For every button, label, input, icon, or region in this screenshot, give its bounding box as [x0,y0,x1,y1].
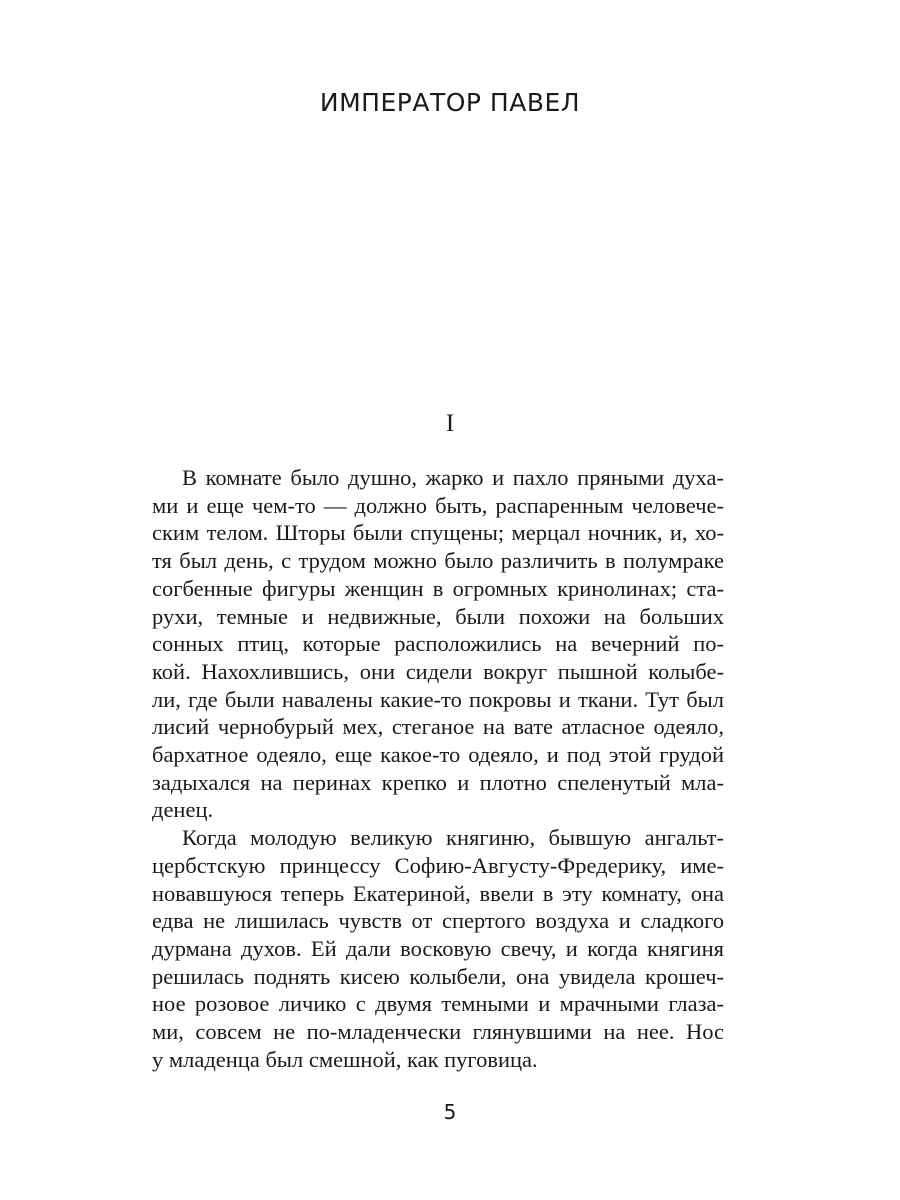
body-text [152,464,724,1073]
book-title: ИМПЕРАТОР ПАВЕЛ [319,88,581,117]
text-line: задыхался на перинах крепко и плотно спеленутый мла- [152,769,724,795]
text-line: бархатное одеяло, еще какое-то одеяло, и под этой грудой [152,742,724,768]
text-line: согбенные фигуры женщин в огромных кринолинах; ста- [152,575,724,601]
text-line: ное розовое личико с двумя темными и мрачными глаза- [152,991,724,1017]
text-line: ским телом. Шторы были спущены; мерцал ночник, и, хо- [152,520,724,546]
chapter-number: I [445,410,455,437]
text-line: новавшуюся теперь Екатериной, ввели в эту комнату, она [152,880,724,906]
text-line: цербстскую принцессу Софию-Августу-Фредерику, име- [152,852,724,878]
text-line: В комнате было душно, жарко и пахло пряными духа- [182,465,724,490]
text-line: рухи, темные и недвижные, были похожи на больших [152,603,724,629]
text-line: тя был день, с трудом можно было различить в полумраке [152,548,724,574]
text-line: ли, где были навалены какие-то покровы и ткани. Тут был [152,686,724,712]
text-line: едва не лишилась чувств от спертого воздуха и сладкого [152,908,724,934]
text-line: у младенца был смешной, как пуговица. [152,1046,538,1072]
text-line: лисий чернобурый мех, стеганое на вате атласное одеяло, [152,714,724,740]
text-line: сонных птиц, которые расположились на вечерний по- [152,631,724,657]
text-line: кой. Нахохлившись, они сидели вокруг пышной колыбе- [152,658,724,684]
text-line: ми, совсем не по-младенчески глянувшими на нее. Нос [152,1019,724,1045]
text-line: денец. [152,797,214,823]
text-line: решилась поднять кисею колыбели, она увидела крошеч- [152,963,724,989]
text-line: дурмана духов. Ей дали восковую свечу, и когда княгиня [152,935,724,961]
text-line: ми и еще чем-то — должно быть, распаренным человече- [152,492,724,518]
text-line: Когда молодую великую княгиню, бывшую ангальт- [182,825,724,851]
paragraph-1 [152,464,724,824]
paragraph-2 [152,824,724,1073]
page-number: 5 [443,1100,457,1124]
